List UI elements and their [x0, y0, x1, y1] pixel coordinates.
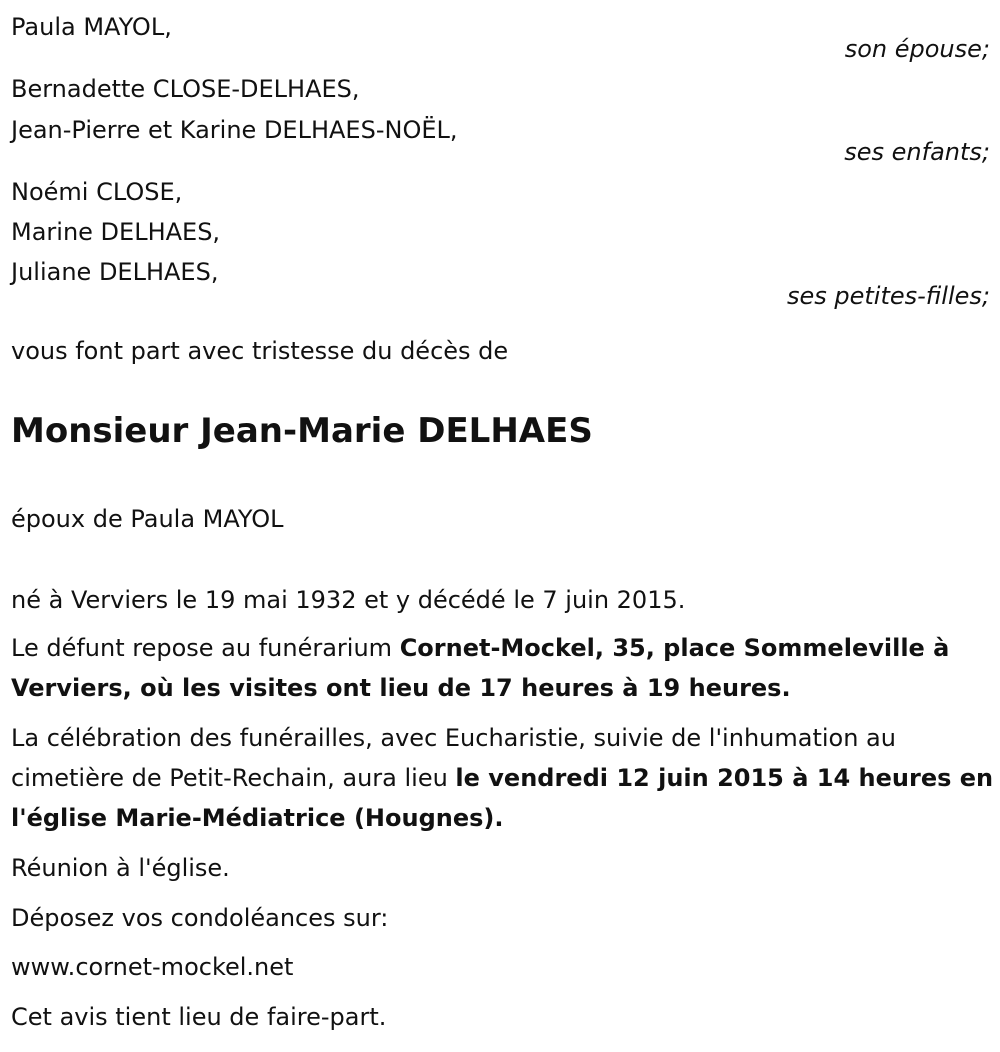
granddaughter-name-2: Marine DELHAES, [11, 218, 221, 246]
condolences-text: Déposez vos condoléances sur: [11, 904, 389, 932]
ceremony-paragraph [11, 718, 996, 838]
deceased-name: Monsieur Jean-Marie DELHAES [11, 411, 593, 451]
child-name-2: Jean-Pierre et Karine DELHAES-NOËL, [11, 116, 458, 144]
granddaughters-role: ses petites-filles; [786, 282, 990, 310]
birth-death-text: né à Verviers le 19 mai 1932 et y décédé le 7 juin 2015. [11, 586, 686, 614]
ceremony-prefix: La célébration des funérailles, avec Eucharistie, suivie de l'inhumation au cimetière de Petit-Rechain, aura lieu [11, 724, 896, 792]
meeting-text: Réunion à l'église. [11, 854, 230, 882]
notice-text: Cet avis tient lieu de faire-part. [11, 1003, 387, 1031]
ceremony-details: le vendredi 12 juin 2015 à 14 heures en l'église Marie-Médiatrice (Hougnes). [11, 764, 994, 832]
rest-prefix: Le défunt repose au funérarium [11, 634, 400, 662]
child-name-1: Bernadette CLOSE-DELHAES, [11, 75, 360, 103]
spouse-name: Paula MAYOL, [11, 13, 172, 41]
rest-location: Cornet-Mockel, 35, place Sommeleville à Verviers, où les visites ont lieu de 17 heures à 19 heures. [11, 634, 950, 702]
intro-text: vous font part avec tristesse du décès de [11, 337, 509, 365]
granddaughter-name-3: Juliane DELHAES, [11, 258, 219, 286]
website-text: www.cornet-mockel.net [11, 953, 294, 981]
granddaughter-name-1: Noémi CLOSE, [11, 178, 183, 206]
children-role: ses enfants; [844, 138, 990, 166]
spouse-of-text: époux de Paula MAYOL [11, 505, 284, 533]
rest-paragraph [11, 628, 996, 708]
spouse-role: son épouse; [844, 35, 990, 63]
